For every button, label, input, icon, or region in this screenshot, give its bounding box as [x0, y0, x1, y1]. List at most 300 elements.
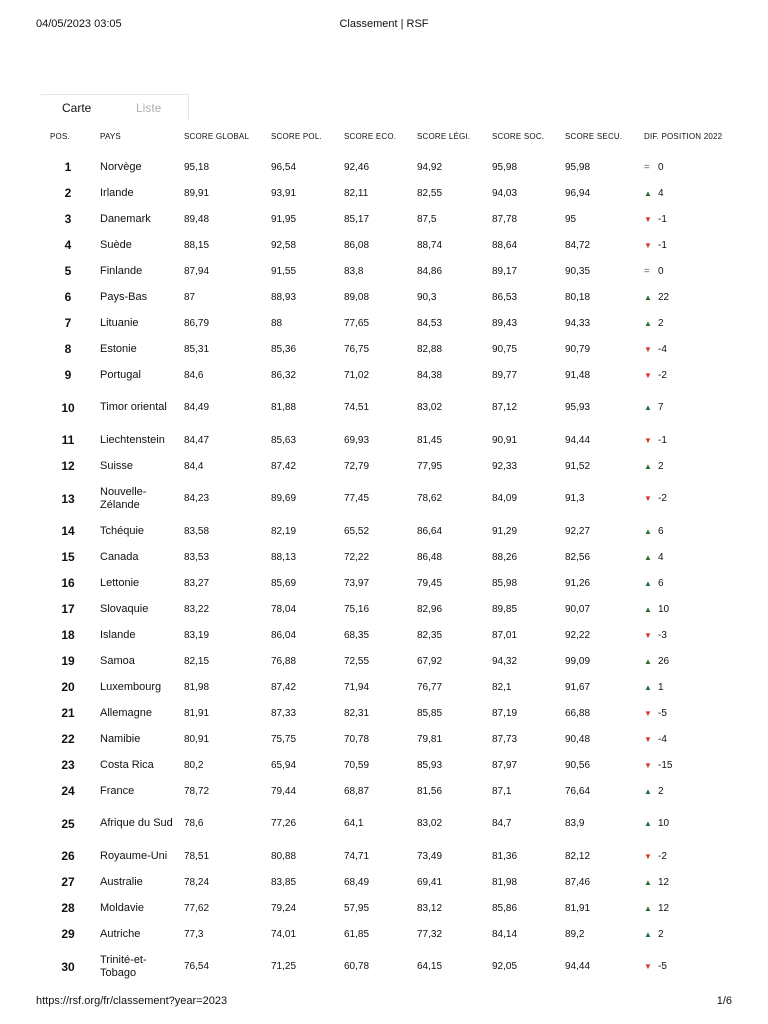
table-row[interactable]: [36, 726, 736, 752]
dif-value: 12: [658, 876, 670, 888]
score-soc-cell: 87,19: [492, 707, 518, 719]
dif-value: 12: [658, 902, 670, 914]
table-row[interactable]: [36, 362, 736, 388]
table-row[interactable]: [36, 206, 736, 232]
rank-cell: 14: [61, 524, 75, 538]
table-row[interactable]: [36, 284, 736, 310]
rank-cell: 7: [64, 316, 72, 330]
score-eco-cell: 76,75: [344, 343, 370, 355]
score-eco-cell: 72,55: [344, 655, 370, 667]
tab-carte[interactable]: Carte: [62, 101, 92, 115]
dif-position-cell: [644, 453, 736, 479]
dif-position-cell: [644, 362, 736, 388]
dif-position-cell: [644, 804, 736, 843]
score-eco-cell: 74,51: [344, 402, 370, 413]
dif-position-cell: [644, 752, 736, 778]
score-pol-cell: 88,93: [271, 291, 297, 303]
dif-value: -1: [658, 434, 667, 446]
dif-value: 7: [658, 402, 664, 413]
table-row[interactable]: [36, 921, 736, 947]
table-row[interactable]: [36, 518, 736, 544]
score-legi-cell: 67,92: [417, 655, 443, 667]
rank-cell: 21: [61, 706, 75, 720]
dif-position-cell: [644, 284, 736, 310]
arrow-down-icon: ▼: [644, 494, 652, 503]
score-global-cell: 80,91: [184, 733, 210, 745]
score-legi-cell: 84,86: [417, 265, 443, 277]
score-legi-cell: 88,74: [417, 239, 443, 251]
country-cell: Portugal: [100, 368, 141, 381]
score-eco-cell: 68,87: [344, 785, 370, 797]
table-row[interactable]: [36, 700, 736, 726]
rank-cell: 10: [61, 400, 75, 415]
score-global-cell: 83,22: [184, 603, 210, 615]
score-legi-cell: 73,49: [417, 850, 443, 862]
score-global-cell: 85,31: [184, 343, 210, 355]
score-eco-cell: 70,59: [344, 759, 370, 771]
tab-liste[interactable]: Liste: [136, 101, 162, 115]
score-secu-cell: 82,12: [565, 850, 591, 862]
rank-cell: 8: [64, 342, 72, 356]
dif-position-cell: [644, 843, 736, 869]
table-row[interactable]: [36, 804, 736, 843]
col-header-secu[interactable]: SCORE SECU.: [565, 131, 623, 141]
score-secu-cell: 87,46: [565, 876, 591, 888]
score-secu-cell: 76,64: [565, 785, 591, 797]
score-eco-cell: 70,78: [344, 733, 370, 745]
score-eco-cell: 60,78: [344, 961, 370, 972]
score-eco-cell: 69,93: [344, 434, 370, 446]
score-pol-cell: 79,24: [271, 902, 297, 914]
country-cell: Afrique du Sud: [100, 817, 173, 829]
dif-position-cell: [644, 427, 736, 453]
score-secu-cell: 81,91: [565, 902, 591, 914]
rank-cell: 29: [61, 927, 75, 941]
dif-position-cell: [644, 336, 736, 362]
score-soc-cell: 89,77: [492, 369, 518, 381]
print-title: Classement | RSF: [339, 18, 429, 30]
score-soc-cell: 87,1: [492, 785, 512, 797]
score-legi-cell: 77,95: [417, 460, 443, 472]
table-row[interactable]: [36, 869, 736, 895]
score-eco-cell: 65,52: [344, 525, 370, 537]
score-global-cell: 82,15: [184, 655, 210, 667]
arrow-down-icon: ▼: [644, 214, 652, 224]
score-secu-cell: 92,27: [565, 525, 591, 537]
score-soc-cell: 82,1: [492, 681, 512, 693]
score-global-cell: 95,18: [184, 161, 210, 173]
score-soc-cell: 81,98: [492, 876, 518, 888]
score-eco-cell: 61,85: [344, 928, 370, 940]
dif-position-cell: [644, 518, 736, 544]
score-pol-cell: 71,25: [271, 961, 297, 972]
score-global-cell: 81,98: [184, 681, 210, 693]
score-legi-cell: 85,93: [417, 759, 443, 771]
col-header-dif[interactable]: DIF. POSITION 2022: [644, 131, 723, 141]
score-global-cell: 78,51: [184, 850, 210, 862]
arrow-down-icon: ▼: [644, 344, 652, 354]
rank-cell: 16: [61, 576, 75, 590]
rank-cell: 27: [61, 875, 75, 889]
equal-icon: =: [644, 265, 650, 277]
arrow-down-icon: ▼: [644, 962, 652, 971]
score-secu-cell: 91,48: [565, 369, 591, 381]
score-pol-cell: 83,85: [271, 876, 297, 888]
dif-value: 2: [658, 317, 664, 329]
score-legi-cell: 82,35: [417, 629, 443, 641]
score-secu-cell: 90,35: [565, 265, 591, 277]
table-row[interactable]: [36, 154, 736, 180]
score-global-cell: 78,72: [184, 785, 210, 797]
ranking-body: [36, 148, 736, 986]
table-row[interactable]: [36, 674, 736, 700]
dif-value: 2: [658, 928, 664, 940]
dif-position-cell: [644, 947, 736, 986]
arrow-up-icon: ▲: [644, 578, 652, 588]
score-global-cell: 84,4: [184, 460, 204, 472]
col-header-legi[interactable]: SCORE LÉGI.: [417, 131, 471, 141]
rank-cell: 13: [61, 491, 75, 506]
dif-value: 4: [658, 187, 664, 199]
country-cell: Pays-Bas: [100, 290, 148, 303]
table-row[interactable]: [36, 570, 736, 596]
score-pol-cell: 82,19: [271, 525, 297, 537]
country-cell: Luxembourg: [100, 680, 162, 693]
dif-position-cell: [644, 726, 736, 752]
country-cell: Australie: [100, 875, 143, 888]
country-cell: Royaume-Uni: [100, 849, 168, 862]
score-pol-cell: 87,42: [271, 460, 297, 472]
table-row[interactable]: [36, 947, 736, 986]
score-secu-cell: 99,09: [565, 655, 591, 667]
arrow-up-icon: ▲: [644, 188, 652, 198]
dif-value: 10: [658, 818, 670, 829]
country-cell: Islande: [100, 628, 136, 641]
score-pol-cell: 85,69: [271, 577, 297, 589]
dif-position-cell: [644, 700, 736, 726]
rank-cell: 22: [61, 732, 75, 746]
score-eco-cell: 89,08: [344, 291, 370, 303]
score-pol-cell: 92,58: [271, 239, 297, 251]
score-global-cell: 83,19: [184, 629, 210, 641]
table-row[interactable]: [36, 232, 736, 258]
score-eco-cell: 71,94: [344, 681, 370, 693]
score-pol-cell: 86,04: [271, 629, 297, 641]
dif-value: -1: [658, 239, 667, 251]
arrow-down-icon: ▼: [644, 240, 652, 250]
score-global-cell: 84,6: [184, 369, 204, 381]
score-soc-cell: 90,91: [492, 434, 518, 446]
score-global-cell: 83,58: [184, 525, 210, 537]
dif-value: -5: [658, 961, 667, 972]
score-soc-cell: 88,64: [492, 239, 518, 251]
country-cell: Samoa: [100, 654, 135, 667]
score-pol-cell: 65,94: [271, 759, 297, 771]
score-global-cell: 83,53: [184, 551, 210, 563]
print-page-number: 1/6: [716, 995, 732, 1007]
print-url: https://rsf.org/fr/classement?year=2023: [36, 995, 228, 1007]
score-legi-cell: 94,92: [417, 161, 443, 173]
table-row[interactable]: [36, 596, 736, 622]
score-eco-cell: 86,08: [344, 239, 370, 251]
score-eco-cell: 77,65: [344, 317, 370, 329]
score-secu-cell: 94,44: [565, 434, 591, 446]
score-eco-cell: 82,11: [344, 187, 369, 199]
table-row[interactable]: [36, 752, 736, 778]
score-global-cell: 88,15: [184, 239, 210, 251]
table-row[interactable]: [36, 778, 736, 804]
score-legi-cell: 83,02: [417, 402, 443, 413]
arrow-up-icon: ▲: [644, 929, 652, 939]
score-secu-cell: 90,07: [565, 603, 591, 615]
score-legi-cell: 64,15: [417, 961, 443, 972]
score-soc-cell: 84,14: [492, 928, 518, 940]
table-row[interactable]: [36, 544, 736, 570]
score-soc-cell: 84,09: [492, 493, 518, 504]
score-pol-cell: 89,69: [271, 493, 297, 504]
dif-position-cell: [644, 622, 736, 648]
score-eco-cell: 82,31: [344, 707, 370, 719]
arrow-up-icon: ▲: [644, 903, 652, 913]
score-soc-cell: 84,7: [492, 818, 512, 829]
col-header-pos[interactable]: POS.: [50, 131, 70, 141]
score-eco-cell: 57,95: [344, 902, 370, 914]
rank-cell: 11: [61, 433, 75, 447]
arrow-up-icon: ▲: [644, 292, 652, 302]
table-row[interactable]: [36, 336, 736, 362]
arrow-down-icon: ▼: [644, 435, 652, 445]
score-eco-cell: 77,45: [344, 493, 370, 504]
score-legi-cell: 83,12: [417, 902, 443, 914]
score-legi-cell: 81,56: [417, 785, 443, 797]
score-soc-cell: 89,17: [492, 265, 518, 277]
dif-value: 2: [658, 785, 664, 797]
score-legi-cell: 81,45: [417, 434, 443, 446]
col-header-pays[interactable]: PAYS: [100, 131, 121, 141]
score-pol-cell: 87,33: [271, 707, 297, 719]
score-legi-cell: 84,38: [417, 369, 443, 381]
rank-cell: 6: [64, 290, 72, 304]
country-cell: Liechtenstein: [100, 433, 165, 446]
dif-value: -2: [658, 850, 667, 862]
score-legi-cell: 87,5: [417, 213, 437, 225]
score-pol-cell: 80,88: [271, 850, 297, 862]
dif-position-cell: [644, 778, 736, 804]
dif-position-cell: [644, 232, 736, 258]
arrow-up-icon: ▲: [644, 604, 652, 614]
dif-position-cell: [644, 258, 736, 284]
score-soc-cell: 95,98: [492, 161, 518, 173]
country-cell: Estonie: [100, 342, 137, 355]
rank-cell: 1: [64, 160, 72, 174]
dif-value: -4: [658, 343, 667, 355]
equal-icon: =: [644, 161, 650, 173]
dif-position-cell: [644, 674, 736, 700]
dif-position-cell: [644, 388, 736, 427]
table-row[interactable]: [36, 622, 736, 648]
dif-value: 6: [658, 525, 664, 537]
score-soc-cell: 90,75: [492, 343, 518, 355]
score-secu-cell: 82,56: [565, 551, 591, 563]
score-secu-cell: 94,44: [565, 961, 591, 972]
score-pol-cell: 81,88: [271, 402, 297, 413]
score-secu-cell: 94,33: [565, 317, 591, 329]
score-pol-cell: 75,75: [271, 733, 297, 745]
score-pol-cell: 88: [271, 317, 283, 329]
arrow-up-icon: ▲: [644, 819, 652, 828]
score-secu-cell: 95: [565, 213, 577, 225]
dif-value: -2: [658, 493, 667, 504]
score-secu-cell: 91,67: [565, 681, 591, 693]
dif-value: 0: [658, 161, 664, 173]
score-secu-cell: 89,2: [565, 928, 585, 940]
score-eco-cell: 68,49: [344, 876, 370, 888]
score-global-cell: 77,3: [184, 928, 204, 940]
score-soc-cell: 87,73: [492, 733, 518, 745]
score-pol-cell: 79,44: [271, 785, 297, 797]
score-eco-cell: 71,02: [344, 369, 370, 381]
score-soc-cell: 85,86: [492, 902, 518, 914]
table-row[interactable]: [36, 479, 736, 518]
rank-cell: 2: [64, 186, 72, 200]
score-legi-cell: 86,48: [417, 551, 443, 563]
col-header-soc[interactable]: SCORE SOC.: [492, 131, 545, 141]
arrow-down-icon: ▼: [644, 734, 652, 744]
rank-cell: 30: [61, 959, 75, 974]
score-secu-cell: 83,9: [565, 818, 585, 829]
score-global-cell: 80,2: [184, 759, 204, 771]
dif-position-cell: [644, 544, 736, 570]
dif-value: -2: [658, 369, 667, 381]
dif-position-cell: [644, 895, 736, 921]
rank-cell: 17: [61, 602, 75, 616]
score-pol-cell: 86,32: [271, 369, 297, 381]
score-soc-cell: 88,26: [492, 551, 518, 563]
dif-position-cell: [644, 921, 736, 947]
dif-value: -15: [658, 759, 673, 771]
table-row[interactable]: [36, 310, 736, 336]
table-row[interactable]: [36, 453, 736, 479]
score-legi-cell: 86,64: [417, 525, 443, 537]
table-header-row: [36, 124, 736, 148]
dif-position-cell: [644, 596, 736, 622]
dif-value: -5: [658, 707, 667, 719]
dif-value: 6: [658, 577, 664, 589]
rank-cell: 4: [64, 238, 72, 252]
country-cell: Danemark: [100, 212, 151, 225]
table-row[interactable]: [36, 258, 736, 284]
score-secu-cell: 95,93: [565, 402, 591, 413]
country-cell: Namibie: [100, 732, 141, 745]
table-row[interactable]: [36, 843, 736, 869]
col-header-eco[interactable]: SCORE ECO.: [344, 131, 397, 141]
print-footer: [36, 995, 732, 1009]
table-row[interactable]: [36, 648, 736, 674]
country-cell: Suède: [100, 238, 132, 251]
score-legi-cell: 82,88: [417, 343, 443, 355]
score-secu-cell: 91,3: [565, 493, 585, 504]
country-cell: Nouvelle-Zélande: [100, 485, 147, 511]
country-cell: Trinité-et-Tobago: [100, 953, 147, 979]
dif-value: -4: [658, 733, 667, 745]
dif-value: 2: [658, 460, 664, 472]
score-secu-cell: 95,98: [565, 161, 591, 173]
score-global-cell: 89,91: [184, 187, 210, 199]
country-cell: Timor oriental: [100, 401, 167, 413]
dif-value: 4: [658, 551, 664, 563]
dif-position-cell: [644, 206, 736, 232]
rank-cell: 5: [64, 264, 72, 278]
arrow-up-icon: ▲: [644, 318, 652, 328]
rank-cell: 26: [61, 849, 75, 863]
score-eco-cell: 68,35: [344, 629, 370, 641]
score-global-cell: 78,6: [184, 818, 204, 829]
view-tabs: [40, 94, 189, 121]
score-soc-cell: 92,05: [492, 961, 518, 972]
arrow-up-icon: ▲: [644, 682, 652, 692]
score-global-cell: 77,62: [184, 902, 210, 914]
country-cell: Suisse: [100, 459, 134, 472]
table-row[interactable]: [36, 427, 736, 453]
rank-cell: 20: [61, 680, 75, 694]
dif-value: 0: [658, 265, 664, 277]
country-cell: Moldavie: [100, 901, 145, 914]
arrow-down-icon: ▼: [644, 630, 652, 640]
rank-cell: 28: [61, 901, 75, 915]
score-soc-cell: 92,33: [492, 460, 518, 472]
country-cell: Irlande: [100, 186, 134, 199]
dif-position-cell: [644, 154, 736, 180]
rank-cell: 25: [61, 816, 75, 831]
ranking-table: [36, 124, 736, 986]
score-pol-cell: 91,95: [271, 213, 297, 225]
score-pol-cell: 88,13: [271, 551, 297, 563]
score-secu-cell: 66,88: [565, 707, 591, 719]
score-secu-cell: 80,18: [565, 291, 591, 303]
rank-cell: 19: [61, 654, 75, 668]
arrow-up-icon: ▲: [644, 552, 652, 562]
score-eco-cell: 74,71: [344, 850, 370, 862]
table-row[interactable]: [36, 895, 736, 921]
dif-value: 1: [658, 681, 664, 693]
score-pol-cell: 77,26: [271, 818, 297, 829]
col-header-pol[interactable]: SCORE POL.: [271, 131, 322, 141]
score-global-cell: 87: [184, 291, 196, 303]
score-eco-cell: 72,79: [344, 460, 370, 472]
score-secu-cell: 92,22: [565, 629, 591, 641]
arrow-up-icon: ▲: [644, 526, 652, 536]
score-eco-cell: 64,1: [344, 818, 364, 829]
country-cell: Lituanie: [100, 316, 139, 329]
score-secu-cell: 84,72: [565, 239, 591, 251]
score-soc-cell: 85,98: [492, 577, 518, 589]
table-row[interactable]: [36, 388, 736, 427]
country-cell: Finlande: [100, 264, 143, 277]
score-legi-cell: 85,85: [417, 707, 443, 719]
rank-cell: 9: [64, 368, 72, 382]
print-date: 04/05/2023 03:05: [36, 18, 122, 30]
col-header-global[interactable]: SCORE GLOBAL: [184, 131, 250, 141]
score-pol-cell: 93,91: [271, 187, 297, 199]
table-row[interactable]: [36, 180, 736, 206]
rank-cell: 18: [61, 628, 75, 642]
score-eco-cell: 92,46: [344, 161, 370, 173]
score-global-cell: 89,48: [184, 213, 210, 225]
arrow-down-icon: ▼: [644, 851, 652, 861]
score-pol-cell: 85,63: [271, 434, 297, 446]
arrow-down-icon: ▼: [644, 708, 652, 718]
country-cell: Allemagne: [100, 706, 152, 719]
